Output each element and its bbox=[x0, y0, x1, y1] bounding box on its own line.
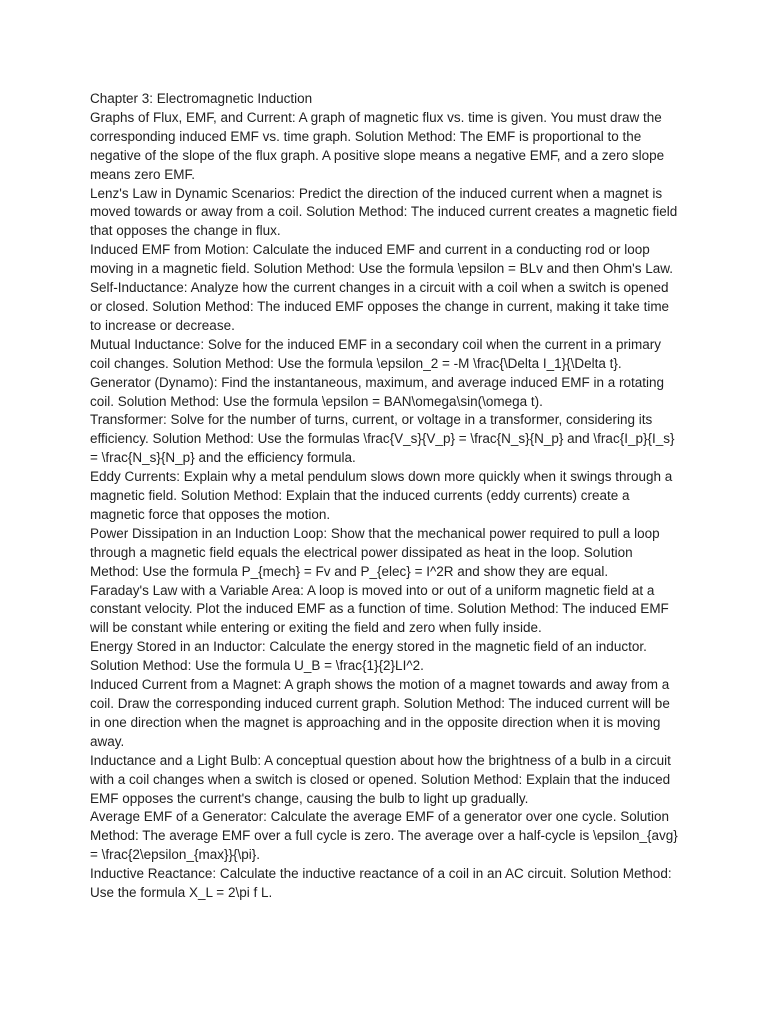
paragraph-eddy-currents: Eddy Currents: Explain why a metal pendulum slows down more quickly when it swings through a magnetic field. Solution Method: Explain that the induced currents (eddy currents) create a magnetic force that opposes the motion. bbox=[90, 469, 673, 522]
paragraph-inductor-energy: Energy Stored in an Inductor: Calculate the energy stored in the magnetic field of an inductor. Solution Method: Use the formula U_B = \frac{1}{2}LI^2. bbox=[90, 639, 647, 674]
document-page bbox=[90, 90, 684, 903]
paragraph-magnet-induced-current: Induced Current from a Magnet: A graph shows the motion of a magnet towards and away from a coil. Draw the corresponding induced current graph. Solution Method: The induced current will be in one direction when the magnet is approaching and in the opposite direction when it is moving away. bbox=[90, 677, 670, 749]
paragraph-average-emf-generator: Average EMF of a Generator: Calculate the average EMF of a generator over one cycle. Solution Method: The average EMF over a full cycle is zero. The average over a half-cycle is \epsilon_{avg} = \frac{2\epsilon_{max}}{\pi}. bbox=[90, 809, 678, 863]
paragraph-inductance-light-bulb: Inductance and a Light Bulb: A conceptual question about how the brightness of a bulb in a circuit with a coil changes when a switch is closed or opened. Solution Method: Explain that the induced EMF opposes the current's change, causing the bulb to light up gradually. bbox=[90, 752, 671, 806]
paragraph-mutual-inductance: Mutual Inductance: Solve for the induced EMF in a secondary coil when the current in a primary coil changes. Solution Method: Use the formula \epsilon_2 = -M \frac{\Delta I_1}{\Delta t}. bbox=[90, 336, 662, 371]
paragraph-transformer: Transformer: Solve for the number of turns, current, or voltage in a transformer, considering its efficiency. Solution Method: Use the formulas \frac{V_s}{V_p} = \frac{N_s}{N_p} and \frac{I_p}{I_s} = \frac{N_s}{N_p} and the efficiency formula. bbox=[90, 412, 675, 466]
paragraph-self-inductance: Self-Inductance: Analyze how the current changes in a circuit with a coil when a switch is opened or closed. Solution Method: The induced EMF opposes the change in current, making it take time to increase or decrease. bbox=[90, 280, 670, 333]
paragraph-flux-emf-current-graphs: Graphs of Flux, EMF, and Current: A graph of magnetic flux vs. time is given. You must draw the corresponding induced EMF vs. time graph. Solution Method: The EMF is proportional to the negative of the slope of the flux graph. A positive slope means a negative EMF, and a zero slope means zero EMF. bbox=[90, 109, 665, 182]
paragraph-motional-emf: Induced EMF from Motion: Calculate the induced EMF and current in a conducting rod or loop moving in a magnetic field. Solution Method: Use the formula \epsilon = BLv and then Ohm's Law. bbox=[90, 242, 674, 277]
paragraph-inductive-reactance: Inductive Reactance: Calculate the inductive reactance of a coil in an AC circuit. Solution Method: Use the formula X_L = 2\pi f L. bbox=[90, 866, 672, 901]
paragraph-power-dissipation: Power Dissipation in an Induction Loop: Show that the mechanical power required to pull a loop through a magnetic field equals the electrical power dissipated as heat in the loop. Solution Method: Use the formula P_{mech} = Fv and P_{elec} = I^2R and show they are equal. bbox=[90, 525, 660, 579]
paragraph-generator: Generator (Dynamo): Find the instantaneous, maximum, and average induced EMF in a rotating coil. Solution Method: Use the formula \epsilon = BAN\omega\sin(\omega t). bbox=[90, 374, 665, 409]
paragraph-lenz-law: Lenz's Law in Dynamic Scenarios: Predict the direction of the induced current when a magnet is moved towards or away from a coil. Solution Method: The induced current creates a magnetic field that opposes the change in flux. bbox=[90, 185, 678, 239]
chapter-title: Chapter 3: Electromagnetic Induction bbox=[90, 91, 313, 106]
paragraph-faraday-variable-area: Faraday's Law with a Variable Area: A loop is moved into or out of a uniform magnetic field at a constant velocity. Plot the induced EMF as a function of time. Solution Method: The induced EMF will be constant while entering or exiting the field and zero when fully inside. bbox=[90, 582, 669, 636]
